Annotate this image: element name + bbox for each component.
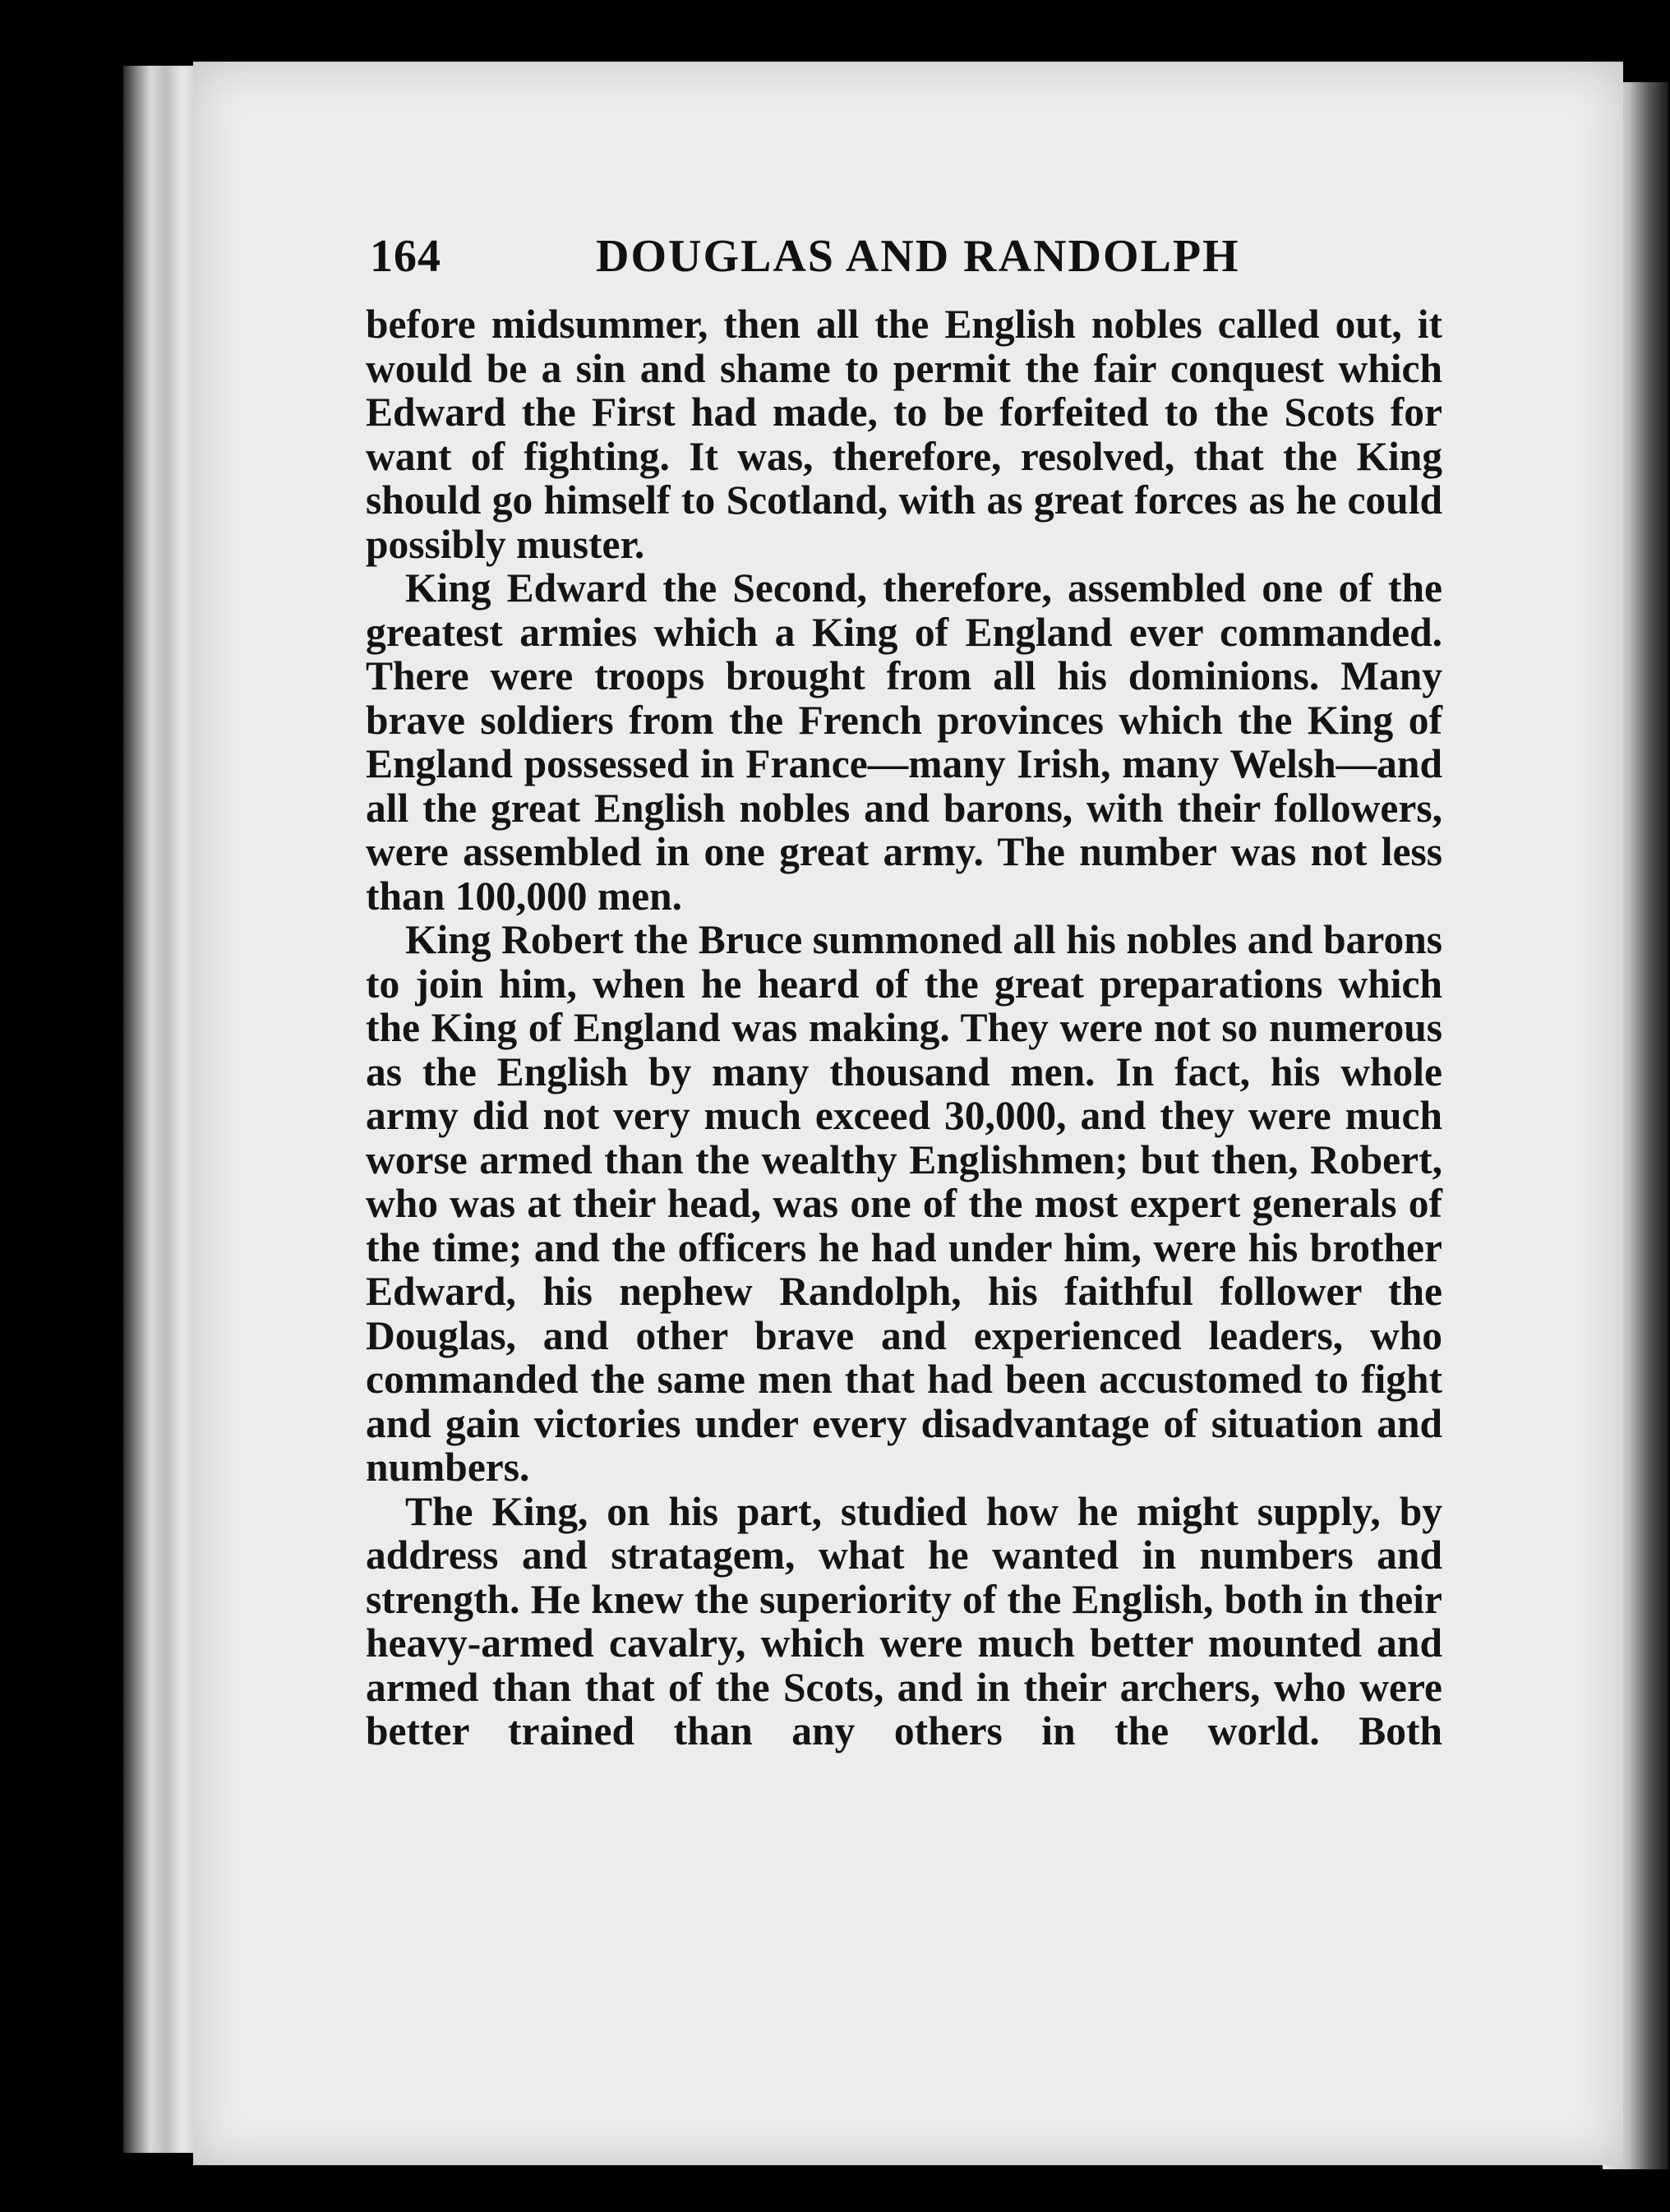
paragraph-4: The King, on his part, studied how he might supply, by address and stratagem, what he wanted in numbers and strength. He knew the superiority of the English, both in their heavy-armed cavalry, which were much better mounted and armed than that of the Scots, and in their archers, who were better trained than any others in the world. Both — [366, 1488, 1442, 1753]
page-header — [370, 230, 1438, 296]
paragraph-2: King Edward the Second, therefore, assembled one of the greatest armies which a King of England ever commanded. There were troops brought from all his dominions. Many brave soldiers from the French provinces which the King of England possessed in France—many Irish, many Welsh—and all the great English nobles and barons, with their followers, were assembled in one great army. The number was not less than 100,000 men. — [366, 565, 1442, 919]
book-edge-left — [123, 66, 201, 2153]
page-number: 164 — [370, 231, 441, 282]
paragraph-3: King Robert the Bruce summoned all his nobles and barons to join him, when he heard of the great preparations which the King of England was making. They were not so numerous as the English by many thousand men. In fact, his whole army did not very much exceed 30,000, and they were much worse armed than the wealthy Englishmen; but then, Robert, who was at their head, was one of the most expert generals of the time; and the officers he had under him, were his brother Edward, his nephew Randolph, his faithful follower the Douglas, and other brave and experienced leaders, who commanded the same men that had been accustomed to fight and gain victories under every disadvantage of situation and numbers. — [366, 917, 1442, 1490]
body-text — [366, 302, 1442, 1753]
running-head: DOUGLAS AND RANDOLPH — [596, 231, 1240, 282]
paragraph-1: before midsummer, then all the English nobles called out, it would be a sin and shame to permit the fair conquest which Edward the First had made, to be forfeited to the Scots for want of fighting. It was, therefore, resolved, that the King should go himself to Scotland, with as great forces as he could possibly muster. — [366, 302, 1442, 567]
